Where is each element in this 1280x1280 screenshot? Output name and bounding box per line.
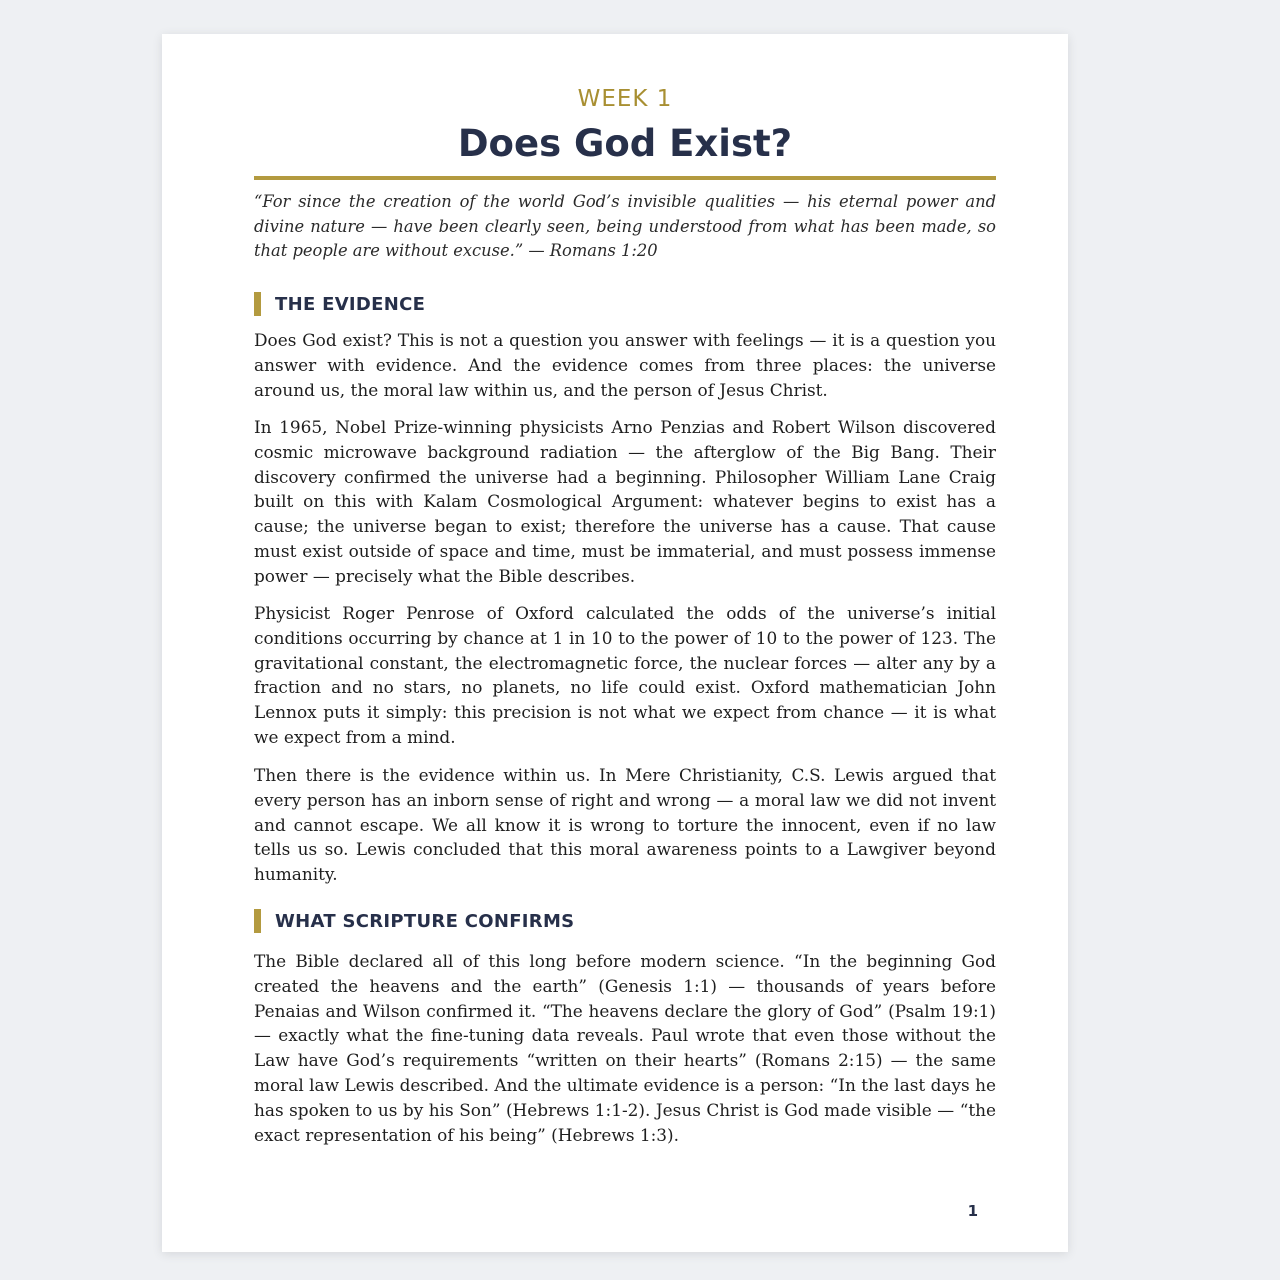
- section-accent-bar: [254, 292, 261, 316]
- title-divider: [254, 176, 996, 180]
- section-heading-text: THE EVIDENCE: [275, 293, 426, 315]
- page-title: Does God Exist?: [457, 122, 793, 165]
- section-heading-evidence: [254, 292, 996, 316]
- section-heading-scripture: [254, 909, 996, 933]
- section-heading-text: WHAT SCRIPTURE CONFIRMS: [275, 910, 575, 932]
- document-page: [162, 34, 1068, 1252]
- paragraph: Does God exist? This is not a question you answer with feelings — it is a question you answer with evidence. And the evidence comes from three places: the universe around us, the moral law within us, and the person of Jesus Christ.: [254, 330, 996, 400]
- paragraph: The Bible declared all of this long before modern science. “In the beginning God created the heavens and the earth” (Genesis 1:1) — thousands of years before Penaias and Wilson confirmed it. “The heavens declare the glory of God” (Psalm 19:1) — exactly what the fine-tuning data reveals. Paul wrote that even those without the Law have God’s requirements “written on their hearts” (Romans 2:15) — the same moral law Lewis described. And the ultimate evidence is a person: “In the last days he has spoken to us by his Son” (Hebrews 1:1-2). Jesus Christ is God made visible — “the exact representation of his being” (Hebrews 1:3).: [254, 951, 996, 1145]
- paragraph: Physicist Roger Penrose of Oxford calculated the odds of the universe’s initial conditions occurring by chance at 1 in 10 to the power of 10 to the power of 123. The gravitational constant, the electromagnetic force, the nuclear forces — alter any by a fraction and no stars, no planets, no life could exist. Oxford mathematician John Lennox puts it simply: this precision is not what we expect from chance — it is what we expect from a mind.: [254, 603, 996, 747]
- page-number: 1: [967, 1202, 978, 1220]
- paragraph: Then there is the evidence within us. In Mere Christianity, C.S. Lewis argued that every person has an inborn sense of right and wrong — a moral law we did not invent and cannot escape. We all know it is wrong to torture the innocent, even if no law tells us so. Lewis concluded that this moral awareness points to a Lawgiver beyond humanity.: [254, 765, 996, 885]
- section-accent-bar: [254, 909, 261, 933]
- paragraph: In 1965, Nobel Prize-winning physicists Arno Penzias and Robert Wilson discovered cosmic microwave background radiation — the afterglow of the Big Bang. Their discovery confirmed the universe had a beginning. Philosopher William Lane Craig built on this with Kalam Cosmological Argument: whatever begins to exist has a cause; the universe began to exist; therefore the universe has a cause. That cause must exist outside of space and time, must be immaterial, and must possess immense power — precisely what the Bible describes.: [254, 417, 996, 586]
- epigraph-quote: “For since the creation of the world God’s invisible qualities — his eternal power and divine nature — have been clearly seen, being understood from what has been made, so that people are without excuse.” — Romans 1:20: [254, 192, 996, 260]
- week-label: WEEK 1: [577, 86, 673, 112]
